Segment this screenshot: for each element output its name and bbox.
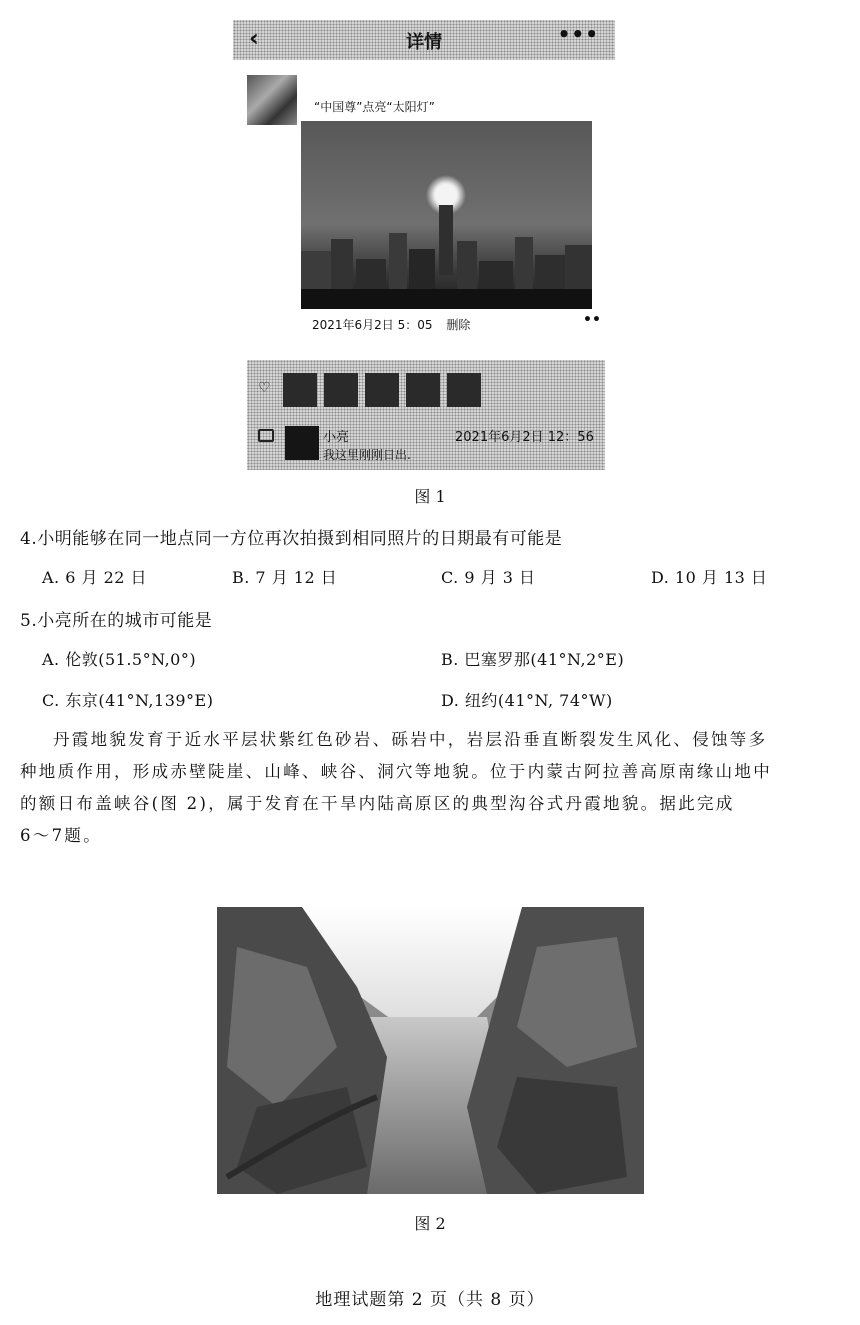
post-timestamp: 2021年6月2日 5：05 (312, 318, 433, 332)
question-4-option-b: B. 7 月 12 日 (232, 568, 338, 587)
question-4-option-c: C. 9 月 3 日 (441, 568, 536, 587)
delete-link[interactable]: 删除 (446, 318, 471, 332)
post-actions-icon[interactable]: •• (583, 312, 601, 328)
canyon-photo (217, 907, 644, 1194)
detail-header-bar (233, 20, 615, 60)
question-4-option-a: A. 6 月 22 日 (42, 568, 148, 587)
question-4-stem: 4.小明能够在同一地点同一方位再次拍摄到相同照片的日期最有可能是 (20, 529, 563, 549)
comment-timestamp: 2021年6月2日 12：56 (455, 430, 594, 445)
skyline-illustration (301, 121, 592, 309)
liker-avatar[interactable] (365, 373, 399, 407)
danxia-passage (20, 724, 840, 852)
comment-icon (258, 429, 274, 442)
passage-line: 丹霞地貌发育于近水平层状紫红色砂岩、砾岩中，岩层沿垂直断裂发生风化、侵蚀等多 (53, 730, 768, 749)
liker-avatar[interactable] (324, 373, 358, 407)
question-5-option-c: C. 东京(41°N,139°E) (42, 691, 214, 710)
post-meta-row (312, 316, 470, 333)
back-chevron-icon[interactable]: ‹ (249, 24, 259, 52)
question-5-stem: 5.小亮所在的城市可能是 (20, 611, 213, 631)
commenter-name[interactable]: 小亮 (323, 430, 350, 445)
passage-line: 的额日布盖峡谷(图 2)，属于发育在干旱内陆高原区的典型沟谷式丹霞地貌。据此完成 (20, 794, 735, 813)
question-5-option-b: B. 巴塞罗那(41°N,2°E) (441, 650, 625, 669)
question-5-option-d: D. 纽约(41°N, 74°W) (441, 691, 613, 710)
more-options-icon[interactable]: ••• (557, 22, 599, 46)
poster-avatar[interactable] (247, 75, 297, 125)
comment-text: 我这里刚刚日出. (323, 448, 411, 462)
heart-icon: ♡ (258, 380, 271, 396)
canyon-illustration (217, 907, 644, 1194)
passage-line: 6～7题。 (20, 826, 102, 845)
liker-avatar[interactable] (283, 373, 317, 407)
figure-1-caption: 图 1 (414, 487, 446, 506)
post-caption: “中国尊”点亮“太阳灯” (314, 100, 435, 114)
question-5-option-a: A. 伦敦(51.5°N,0°) (42, 650, 197, 669)
question-4-option-d: D. 10 月 13 日 (651, 568, 768, 587)
page-footer: 地理试题第 2 页（共 8 页） (315, 1290, 545, 1310)
detail-title: 详情 (406, 32, 442, 53)
liker-avatar[interactable] (406, 373, 440, 407)
figure-2-caption: 图 2 (414, 1214, 446, 1233)
commenter-avatar[interactable] (285, 426, 319, 460)
tower-sunrise-photo[interactable] (301, 121, 592, 309)
liker-avatar[interactable] (447, 373, 481, 407)
passage-line: 种地质作用，形成赤壁陡崖、山峰、峡谷、洞穴等地貌。位于内蒙古阿拉善高原南缘山地中 (20, 762, 772, 781)
tower-silhouette (439, 205, 453, 275)
